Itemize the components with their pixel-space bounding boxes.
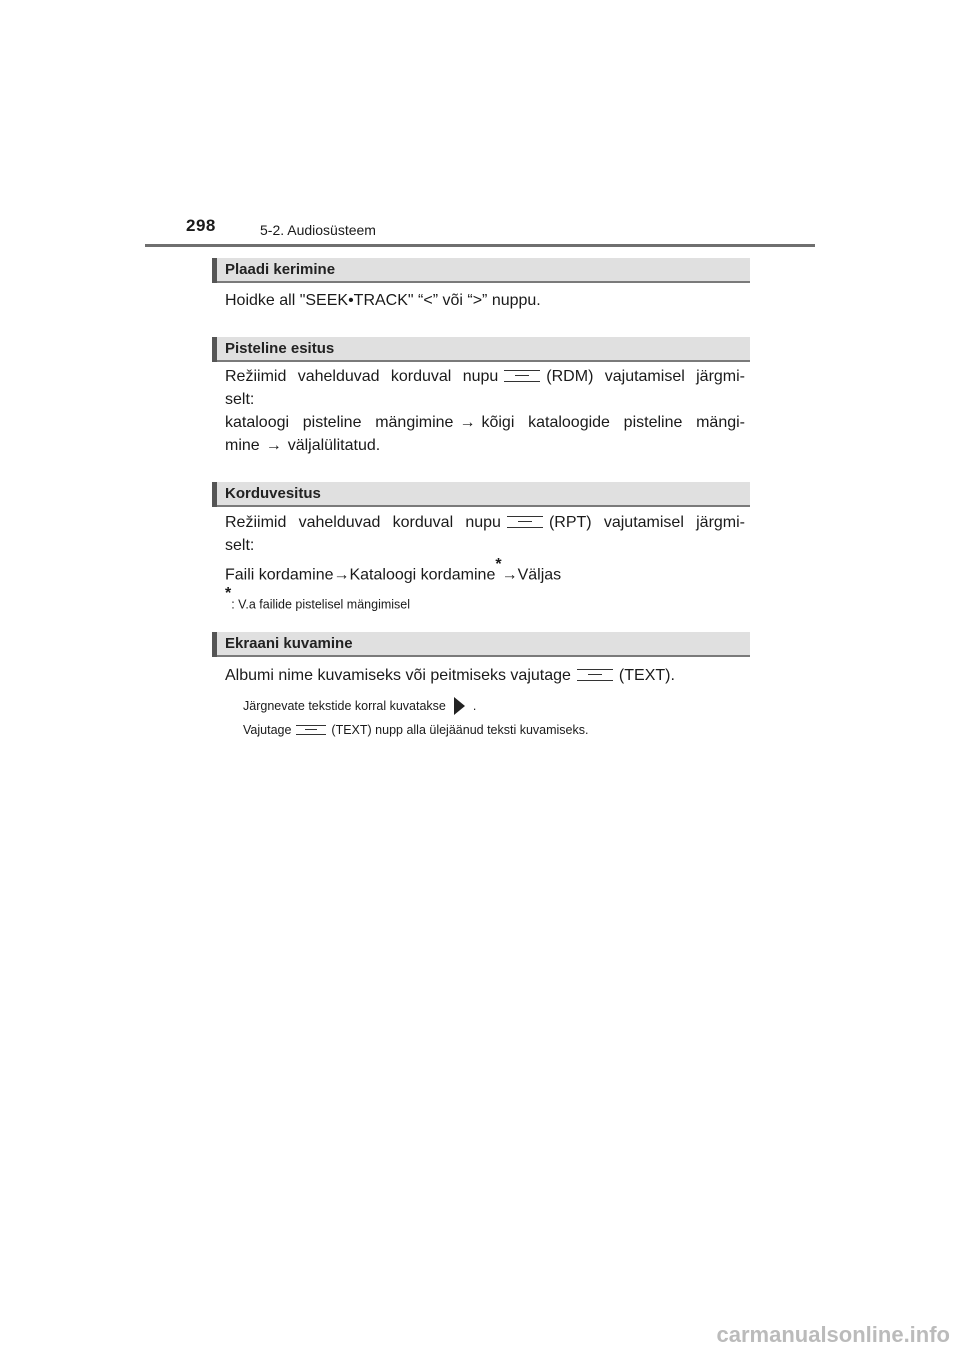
pisteline-line-3: kataloogi pisteline mängimine → kõigi kataloogide pisteline mängi- <box>225 414 745 431</box>
pisteline-line-2: selt: <box>225 391 255 408</box>
triangle-right-icon <box>454 697 465 715</box>
section-title: Korduvesitus <box>225 485 321 502</box>
section-title: Plaadi kerimine <box>225 261 336 278</box>
footnote-marker: * <box>495 556 502 573</box>
korduvesitus-line-3: Faili kordamine→Kataloogi kordamine*→Väljas <box>225 556 562 584</box>
text-button-icon <box>296 724 326 736</box>
arrow-right-icon: → <box>459 414 476 431</box>
arrow-right-icon: → <box>265 437 282 454</box>
section-title: Ekraani kuvamine <box>225 635 353 652</box>
arrow-right-icon: → <box>501 566 518 584</box>
section-header-pisteline <box>212 337 750 362</box>
page-number: 298 <box>186 216 216 235</box>
footnote-marker: * <box>225 585 232 602</box>
chapter-title: 5-2. Audiosüsteem <box>260 222 376 238</box>
pisteline-line-4: mine → väljalülitatud. <box>225 437 381 454</box>
korduvesitus-line-2: selt: <box>225 537 255 554</box>
rdm-button-icon <box>504 369 540 383</box>
pisteline-line-1: Režiimid vahelduvad korduval nupu (RDM) vajutamisel järgmi- <box>225 368 746 385</box>
section-header-ekraani <box>212 632 750 657</box>
text-button-icon <box>577 668 613 682</box>
ekraani-note-1: Järgnevate tekstide korral kuvatakse . <box>243 699 477 713</box>
korduvesitus-line-1: Režiimid vahelduvad korduval nupu (RPT) vajutamisel järgmi- <box>225 514 746 531</box>
ekraani-text: Albumi nime kuvamiseks või peitmiseks vajutage (TEXT). <box>225 667 675 684</box>
section-title: Pisteline esitus <box>225 340 335 357</box>
plaadi-text: Hoidke all "SEEK•TRACK" “<” või “>” nuppu. <box>225 292 541 309</box>
section-header-plaadi <box>212 258 750 283</box>
header-rule <box>145 244 815 247</box>
arrow-right-icon: → <box>333 566 350 584</box>
rpt-button-icon <box>507 515 543 529</box>
ekraani-note-2: Vajutage (TEXT) nupp alla ülejäänud teksti kuvamiseks. <box>243 723 589 737</box>
watermark: carmanualsonline.info <box>716 1322 950 1347</box>
section-header-korduvesitus <box>212 482 750 507</box>
footnote: *: V.a failide pistelisel mängimisel <box>225 585 411 612</box>
